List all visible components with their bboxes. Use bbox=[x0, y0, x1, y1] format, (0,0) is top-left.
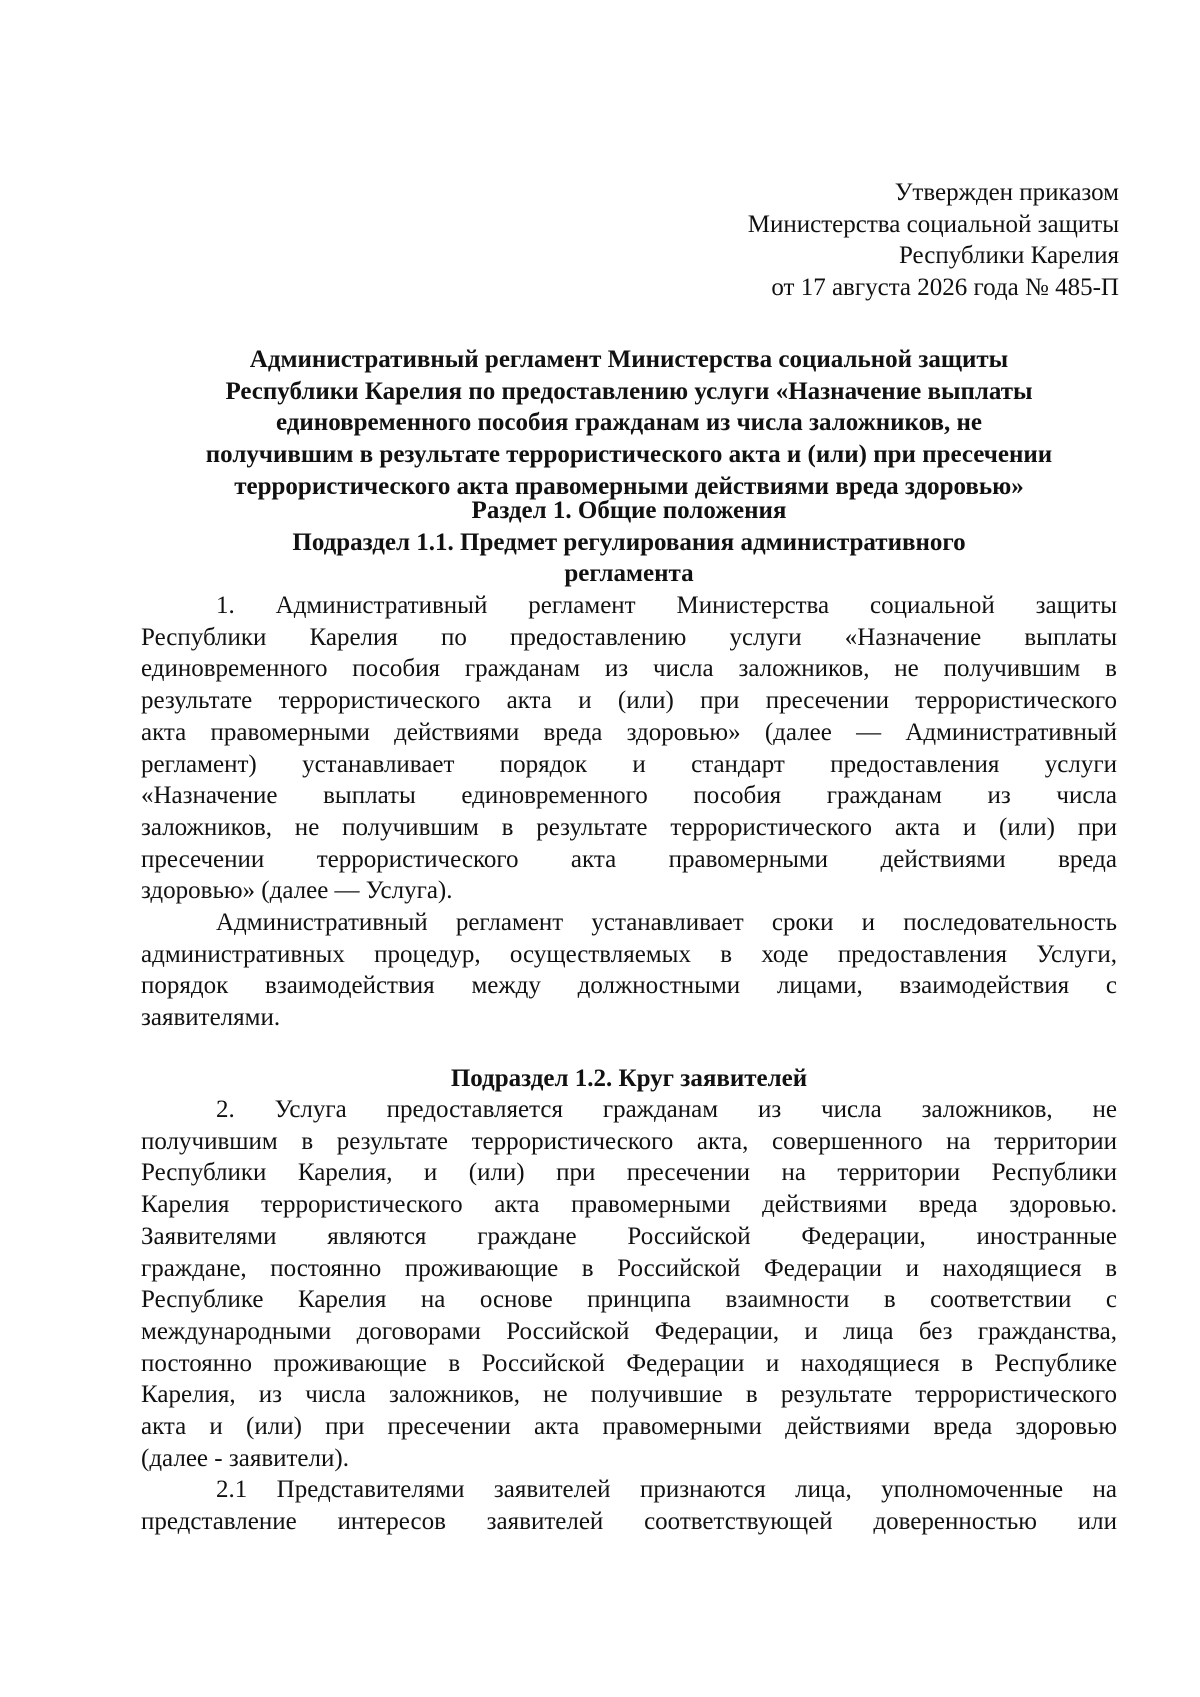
paragraph-line: Республики Карелия по предоставлению услуги «Назначение выплаты bbox=[141, 623, 1117, 651]
paragraph-line: Республике Карелия на основе принципа взаимности в соответствии с bbox=[141, 1286, 1117, 1314]
paragraph-line: Заявителями являются граждане Российской Федерации, иностранные bbox=[141, 1222, 1117, 1250]
paragraph-line: здоровью» (далее — Услуга). bbox=[141, 877, 453, 905]
subsection-heading: Подраздел 1.1. Предмет регулирования административного bbox=[292, 528, 966, 556]
paragraph-line: заявителями. bbox=[141, 1004, 281, 1032]
paragraph-line: постоянно проживающие в Российской Федерации и находящиеся в Республике bbox=[141, 1349, 1117, 1377]
paragraph-line: международными договорами Российской Федерации, и лица без гражданства, bbox=[141, 1317, 1117, 1345]
title-line: Республики Карелия по предоставлению услуги «Назначение выплаты bbox=[225, 377, 1033, 405]
approval-line: от 17 августа 2026 года № 485-П bbox=[771, 274, 1119, 302]
paragraph-line: акта и (или) при пресечении акта правомерными действиями вреда здоровью bbox=[141, 1413, 1117, 1441]
paragraph-2 bbox=[141, 1094, 1117, 1474]
paragraph-1-continued bbox=[141, 907, 1117, 1034]
paragraph-line: единовременного пособия гражданам из числа заложников, не получившим в bbox=[141, 655, 1117, 683]
approval-line: Республики Карелия bbox=[898, 242, 1119, 270]
approval-line: Утвержден приказом bbox=[894, 179, 1119, 206]
paragraph-line: административных процедур, осуществляемых в ходе предоставления Услуги, bbox=[141, 940, 1117, 968]
title-line: получившим в результате террористического акта и (или) при пресечении bbox=[205, 441, 1053, 469]
paragraph-line: получившим в результате террористического акта, совершенного на территории bbox=[141, 1127, 1117, 1155]
paragraph-line: (далее - заявители). bbox=[141, 1444, 349, 1472]
title-line: Административный регламент Министерства социальной защиты bbox=[249, 346, 1009, 373]
paragraph-line: порядок взаимодействия между должностными лицами, взаимодействия с bbox=[141, 972, 1117, 1000]
title-line: террористического акта правомерными действиями вреда здоровью» bbox=[234, 472, 1024, 500]
subsection-heading: регламента bbox=[564, 560, 694, 588]
subsection-1-2-heading-block bbox=[141, 1063, 1117, 1095]
paragraph-line: регламент) устанавливает порядок и стандарт предоставления услуги bbox=[141, 750, 1117, 778]
subsection-heading: Подраздел 1.2. Круг заявителей bbox=[450, 1065, 808, 1092]
paragraph-line: 2.1 Представителями заявителей признаются лица, уполномоченные на bbox=[216, 1476, 1117, 1503]
paragraph-line: Карелия, из числа заложников, не получившие в результате террористического bbox=[141, 1381, 1117, 1409]
paragraph-line: представление интересов заявителей соответствующей доверенностью или bbox=[141, 1507, 1117, 1535]
paragraph-line: заложников, не получившим в результате террористического акта и (или) при bbox=[141, 813, 1117, 841]
paragraph-line: Карелия террористического акта правомерными действиями вреда здоровью. bbox=[141, 1191, 1117, 1219]
title-line: единовременного пособия гражданам из числа заложников, не bbox=[275, 409, 983, 437]
section-heading: Раздел 1. Общие положения bbox=[471, 497, 787, 524]
paragraph-line: граждане, постоянно проживающие в Российской Федерации и находящиеся в bbox=[141, 1254, 1117, 1282]
paragraph-line: пресечении террористического акта правомерными действиями вреда bbox=[141, 845, 1117, 873]
document-title bbox=[141, 344, 1117, 503]
approval-line: Министерства социальной защиты bbox=[747, 210, 1119, 238]
paragraph-line: Республики Карелия, и (или) при пресечении на территории Республики bbox=[141, 1159, 1117, 1187]
paragraph-line: результате террористического акта и (или) при пресечении террористического bbox=[141, 687, 1117, 715]
paragraph-1 bbox=[141, 590, 1117, 907]
paragraph-2-1 bbox=[141, 1474, 1117, 1537]
section-1-heading-block bbox=[141, 495, 1117, 590]
paragraph-line: 2. Услуга предоставляется гражданам из числа заложников, не bbox=[216, 1096, 1117, 1123]
paragraph-line: Административный регламент устанавливает сроки и последовательность bbox=[216, 909, 1117, 936]
paragraph-line: «Назначение выплаты единовременного пособия гражданам из числа bbox=[141, 782, 1117, 810]
paragraph-line: 1. Административный регламент Министерства социальной защиты bbox=[216, 592, 1117, 619]
paragraph-line: акта правомерными действиями вреда здоровью» (далее — Административный bbox=[141, 718, 1117, 746]
approval-stamp bbox=[748, 177, 1119, 304]
